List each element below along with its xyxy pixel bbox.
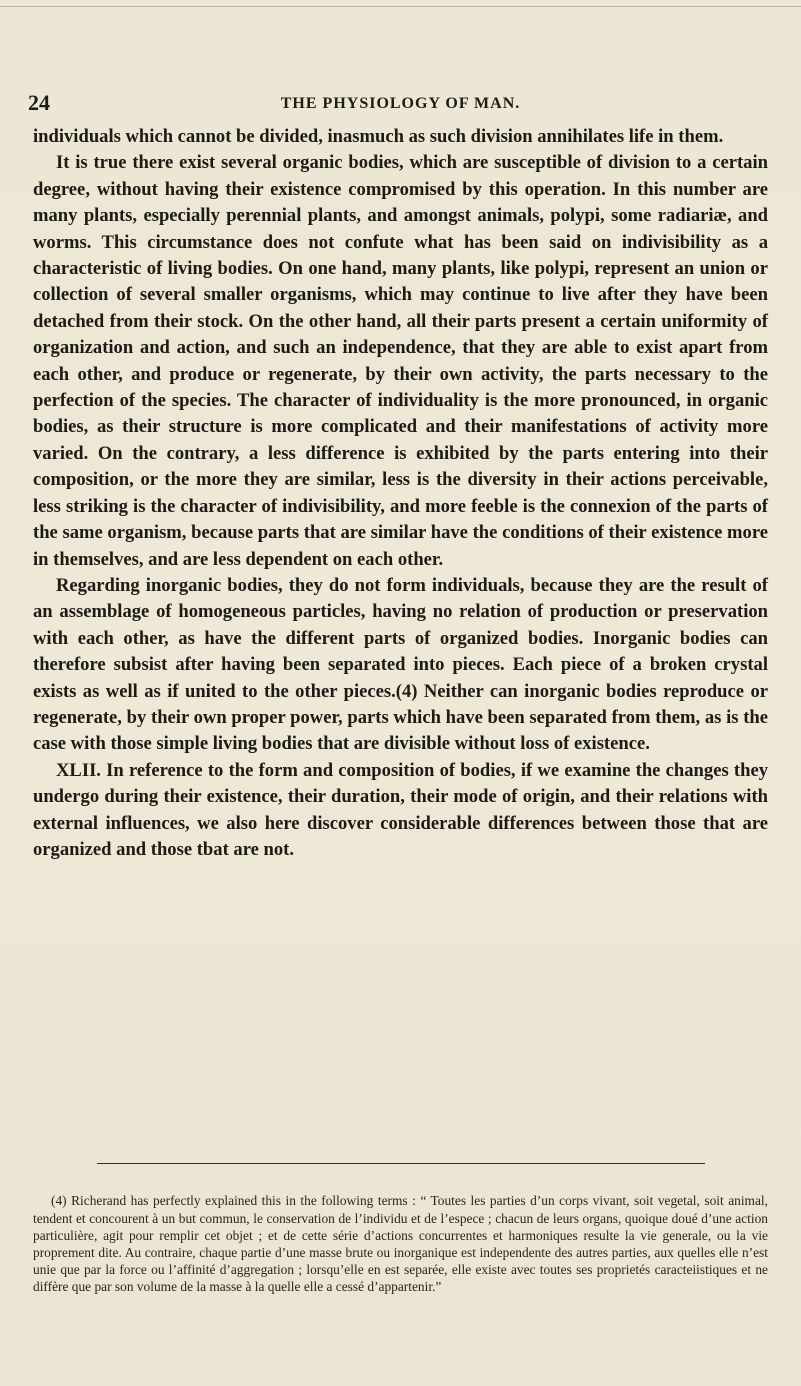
page-header xyxy=(28,90,773,120)
paragraph-continuation: individuals which cannot be divided, inasmuch as such division annihilates life in them. xyxy=(33,126,724,147)
body-text xyxy=(33,124,768,863)
page-number: 24 xyxy=(28,90,50,115)
footnote-divider xyxy=(97,1163,705,1164)
paragraph-divisible-bodies: It is true there exist several organic bodies, which are susceptible of division to a certain degree, without having their existence compromised by this operation. In this number are many plants, especially perennial plants, and amongst animals, polypi, some radiariæ, and worms. This circumstance does not confute what has been said on indivisibility as a characteristic of living bodies. On one hand, many plants, like polypi, represent an union or collection of several smaller organisms, which may continue to live after they have been detached from their stock. On the other hand, all their parts present a certain uniformity of organization and action, and such an independence, that they are able to exist apart from each other, and produce or regenerate, by their own activity, the parts necessary to the perfection of the species. The character of individuality is the more pronounced, in organic bodies, as their structure is more complicated and their manifestations of activity more varied. On the contrary, a less difference is exhibited by the parts entering into their composition, or the more they are similar, less is the diversity in their actions perceivable, less striking is the character of indivisibility, and more feeble is the connexion of the parts of the same organism, because parts that are similar have the conditions of their existence more in themselves, and are less dependent on each other. xyxy=(33,152,768,570)
running-title: THE PHYSIOLOGY OF MAN. xyxy=(280,95,521,112)
footnote: (4) Richerand has perfectly explained this in the following terms : “ Toutes les parties d’un corps vivant, soit vegetal, soit animal, tendent et concourent à un but commun, le conservation de l’individu et de l’espece ; chacun de leurs organs, quoique doué d’une action particulière, agit pour remplir cet objet ; et de cette série d’actions concurrentes et harmoniques resulte la vie generale, ou la vie proprement dite. Au contraire, chaque partie d’une masse brute ou inorganique est independente des autres parties, aux quelles elle n’est unie que par la force ou l’affinité d’aggregation ; lorsqu’elle en est separée, elle existe avec toutes ses proprietés caracteiistiques et ne diffère que par son volume de la masse à la quelle elle a cessé d’appartenir.” xyxy=(33,1193,768,1295)
paragraph-inorganic-bodies: Regarding inorganic bodies, they do not form individuals, because they are the result of an assemblage of homogeneous particles, having no relation of production or preservation with each other, as have the different parts of organized bodies. Inorganic bodies can therefore subsist after having been separated into pieces. Each piece of a broken crystal exists as well as if united to the other pieces.(4) Neither can inorganic bodies reproduce or regenerate, by their own proper power, parts which have been separated from them, as is the case with those simple living bodies that are divisible without loss of existence. xyxy=(33,574,768,755)
page-top-edge xyxy=(0,0,801,7)
paragraph-section-xlii: XLII. In reference to the form and composition of bodies, if we examine the changes they undergo during their existence, their duration, their mode of origin, and their relations with external influences, we also here discover considerable differences between those that are organized and those tbat are not. xyxy=(33,759,768,860)
